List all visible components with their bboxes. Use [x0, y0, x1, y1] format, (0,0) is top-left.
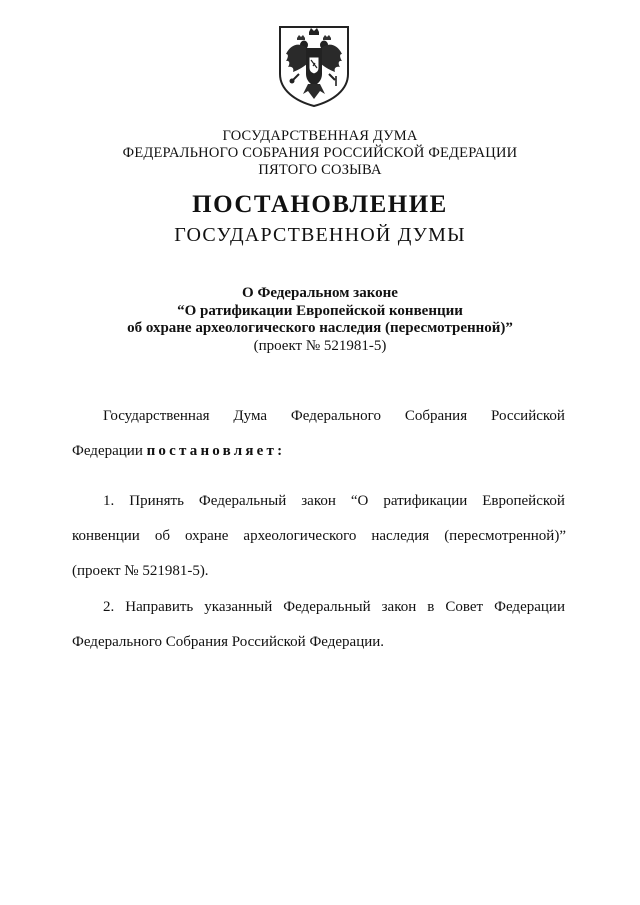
word: Государственная: [103, 408, 210, 424]
word: Федеральный: [283, 599, 371, 615]
header-line-3: ПЯТОГО СОЗЫВА: [258, 162, 382, 178]
item-1-line-1: [103, 492, 565, 510]
issuer-header: [0, 128, 640, 179]
header-line-2: ФЕДЕРАЛЬНОГО СОБРАНИЯ РОССИЙСКОЙ ФЕДЕРАЦИИ: [122, 145, 518, 161]
word: Федерации: [494, 599, 565, 615]
word: указанный: [204, 599, 273, 615]
word: Дума: [233, 408, 268, 424]
subject-line-1: О Федеральном законе: [242, 285, 398, 301]
document-title: ПОСТАНОВЛЕНИЕ: [192, 191, 448, 218]
document-subtitle: ГОСУДАРСТВЕННОЙ ДУМЫ: [174, 224, 466, 246]
word: Федерации: [72, 443, 143, 459]
item-2-line-1: [103, 598, 565, 616]
word: закон: [301, 493, 336, 509]
word: Федеральный: [198, 493, 287, 509]
word: археологического: [243, 528, 357, 544]
word: Направить: [125, 599, 194, 615]
word: в: [427, 599, 435, 615]
word: “О: [350, 493, 369, 509]
resolution-verb: постановляет:: [146, 443, 286, 459]
header-line-1: ГОСУДАРСТВЕННАЯ ДУМА: [222, 128, 418, 144]
word: конвенции: [72, 528, 140, 544]
word: наследия: [371, 528, 430, 544]
preamble-line-2: [72, 442, 566, 460]
word: об: [154, 528, 170, 544]
word: Совет: [445, 599, 484, 615]
item-1-line-3: (проект № 521981-5).: [72, 563, 209, 579]
subject-line-3: об охране археологического наследия (пересмотренной)”: [127, 320, 513, 336]
preamble-line-1: [103, 407, 565, 425]
word: Федерального: [290, 408, 381, 424]
subject-line-2: “О ратификации Европейской конвенции: [177, 302, 463, 319]
word: (пересмотренной)”: [444, 528, 566, 544]
item-2-line-2: Федерального Собрания Российской Федерации.: [72, 634, 385, 650]
word: Принять: [129, 493, 184, 509]
item-1-line-2: [72, 527, 566, 545]
word: Российской: [491, 408, 565, 424]
word: ратификации: [383, 493, 468, 509]
word: охране: [184, 528, 229, 544]
draft-number: (проект № 521981-5): [253, 337, 387, 354]
item-number: 2.: [103, 599, 115, 615]
russian-coat-of-arms-icon: [277, 24, 351, 108]
word: закон: [381, 599, 417, 615]
item-number: 1.: [103, 493, 115, 509]
word: Европейской: [482, 493, 565, 509]
word: Собрания: [404, 408, 468, 424]
document-subject: [0, 285, 640, 355]
